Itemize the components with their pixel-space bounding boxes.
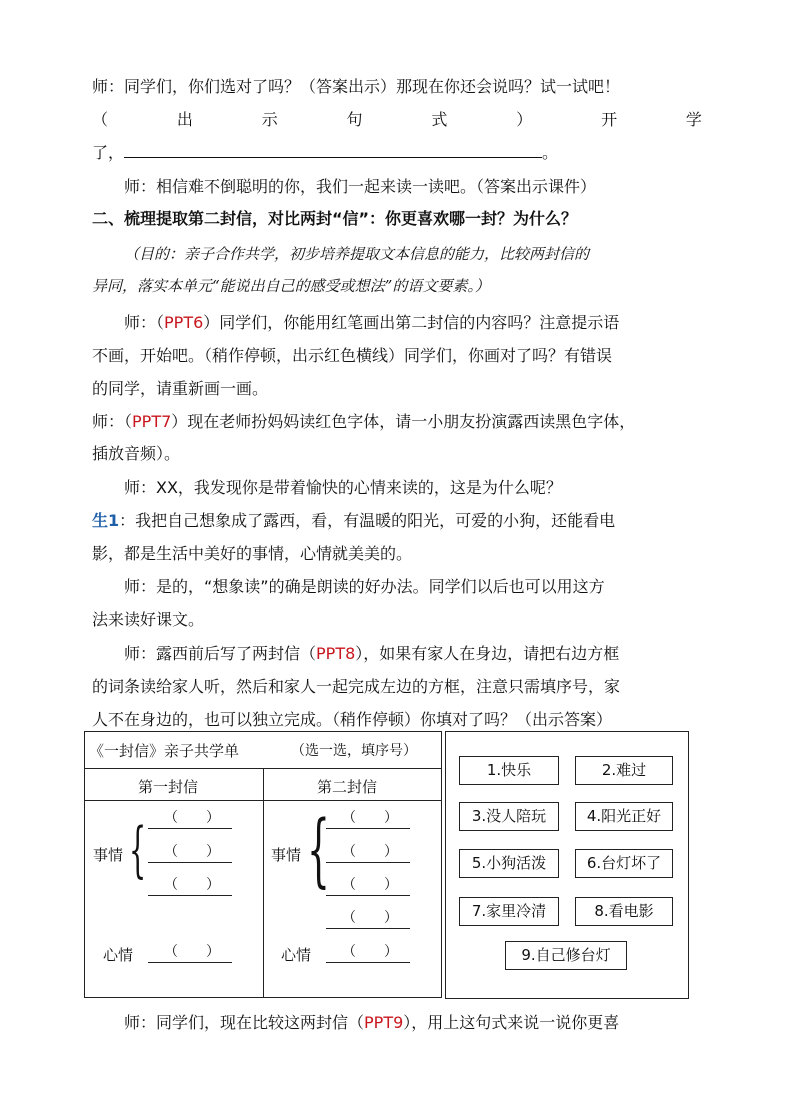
brace-icon: { — [307, 803, 330, 896]
ppt8-paragraph — [92, 637, 702, 670]
word-choice[interactable]: 1.快乐 — [459, 756, 559, 785]
worksheet-table — [84, 731, 442, 998]
events-label: 事情 — [93, 846, 124, 864]
dialog-line-2 — [92, 103, 702, 136]
ppt6-paragraph-3: 的同学，请重新画一画。 — [92, 379, 269, 398]
char: ） — [516, 110, 533, 129]
ppt7-paragraph — [92, 405, 702, 438]
events-label: 事情 — [271, 846, 302, 864]
answer-slot[interactable]: （ ） — [326, 844, 410, 863]
answer-slot[interactable]: （ ） — [148, 844, 232, 863]
text: ）同学们，你能用红笔画出第二封信的内容吗？注意提示语 — [203, 313, 620, 332]
fill-suffix: 。 — [542, 143, 559, 162]
col-first-letter: 第一封信 — [138, 778, 199, 796]
char: 开 — [601, 110, 618, 129]
text: 师：同学们，现在比较这两封信（ — [124, 1013, 365, 1032]
col-second-letter: 第二封信 — [317, 778, 378, 796]
mood-label: 心情 — [103, 946, 134, 964]
text: 师：（ — [124, 313, 165, 332]
text: ：我把自己想象成了露西，看，有温暖的阳光，可爱的小狗，还能看电 — [119, 511, 616, 530]
word-choice[interactable]: 6.台灯坏了 — [575, 849, 673, 878]
answer-slot[interactable]: （ ） — [148, 944, 232, 963]
word-choice[interactable]: 4.阳光正好 — [575, 802, 673, 831]
purpose-line-1: （目的：亲子合作共学，初步培养提取文本信息的能力，比较两封信的 — [124, 245, 590, 263]
mood-label: 心情 — [281, 946, 312, 964]
word-choice-panel — [445, 731, 689, 999]
char: 出 — [176, 110, 193, 129]
char: （ — [92, 110, 109, 129]
answer-slot[interactable]: （ ） — [326, 910, 410, 929]
student-answer-2: 影，都是生活中美好的事情，心情就美美的。 — [92, 544, 413, 563]
fill-in-line — [92, 136, 702, 169]
text: 师：（ — [92, 412, 133, 431]
answer-slot[interactable]: （ ） — [326, 877, 410, 896]
divider — [263, 768, 264, 997]
worksheet-hint: （选一选，填序号） — [291, 743, 417, 759]
ppt-tag: PPT9 — [364, 1013, 404, 1032]
student-label: 生1 — [92, 511, 120, 530]
ppt7-paragraph-2: 插放音频）。 — [92, 444, 181, 463]
char: 式 — [431, 110, 448, 129]
answer-slot[interactable]: （ ） — [148, 877, 232, 896]
ppt9-paragraph — [92, 1006, 702, 1039]
char: 学 — [685, 110, 702, 129]
teacher-question: 师：XX，我发现你是带着愉快的心情来读的，这是为什么呢？ — [124, 478, 562, 497]
section-heading: 二、梳理提取第二封信，对比两封“信”：你更喜欢哪一封？为什么？ — [92, 209, 578, 228]
word-choice[interactable]: 9.自己修台灯 — [505, 941, 627, 970]
ppt8-paragraph-2: 的词条读给家人听，然后和家人一起完成左边的方框，注意只需填序号，家 — [92, 677, 621, 696]
worksheet-title: 《一封信》亲子共学单 — [89, 742, 240, 760]
word-choice[interactable]: 8.看电影 — [575, 897, 673, 926]
teacher-reply-2: 法来读好课文。 — [92, 610, 205, 629]
teacher-reply: 师：是的，“想象读”的确是朗读的好办法。同学们以后也可以用这方 — [124, 577, 605, 596]
text: ）现在老师扮妈妈读红色字体，请一小朋友扮演露西读黑色字体， — [171, 412, 636, 431]
ppt6-paragraph-2: 不画，开始吧。（稍作停顿，出示红色横线）同学们，你画对了吗？有错误 — [92, 346, 613, 365]
word-choice[interactable]: 2.难过 — [575, 756, 673, 785]
char: 示 — [261, 110, 278, 129]
purpose-line-2: 异同，落实本单元“能说出自己的感受或想法”的语文要素。） — [92, 277, 490, 295]
answer-blank[interactable] — [124, 139, 542, 158]
student-answer — [92, 504, 702, 537]
char: 句 — [346, 110, 363, 129]
ppt-tag: PPT6 — [164, 313, 204, 332]
answer-slot[interactable]: （ ） — [148, 810, 232, 829]
brace-icon: { — [129, 815, 147, 885]
text: 师：露西前后写了两封信（ — [124, 644, 317, 663]
ppt8-paragraph-3: 人不在身边的，也可以独立完成。（稍作停顿）你填对了吗？（出示答案） — [92, 710, 613, 729]
word-choice[interactable]: 5.小狗活泼 — [459, 849, 559, 878]
ppt6-paragraph — [92, 306, 702, 339]
text: ），如果有家人在身边，请把右边方框 — [355, 644, 620, 663]
fill-prefix: 了， — [92, 143, 125, 162]
ppt-tag: PPT7 — [132, 412, 172, 431]
dialog-line-1: 师：同学们，你们选对了吗？（答案出示）那现在你还会说吗？试一试吧！ — [92, 77, 621, 96]
ppt-tag: PPT8 — [316, 644, 356, 663]
teacher-line: 师：相信难不倒聪明的你，我们一起来读一读吧。（答案出示课件） — [124, 177, 597, 196]
text: ），用上这句式来说一说你更喜 — [403, 1013, 620, 1032]
answer-slot[interactable]: （ ） — [326, 810, 410, 829]
word-choice[interactable]: 7.家里冷清 — [459, 897, 559, 926]
word-choice[interactable]: 3.没人陪玩 — [459, 802, 559, 831]
answer-slot[interactable]: （ ） — [326, 944, 410, 963]
